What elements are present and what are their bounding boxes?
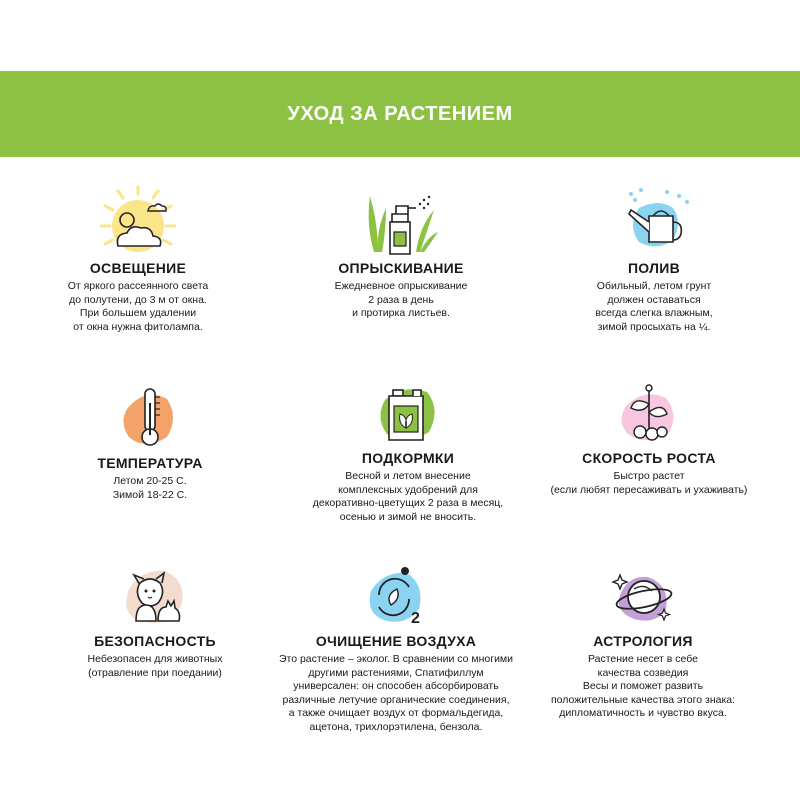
thermometer-icon [105, 387, 195, 449]
card-title: ТЕМПЕРАТУРА [97, 455, 203, 471]
card-title: СКОРОСТЬ РОСТА [582, 450, 716, 466]
card-text: Ежедневное опрыскивание 2 раза в день и протирка листьев. [334, 280, 468, 319]
pets-icon [110, 565, 200, 627]
card-text: Растение несет в себе качества созведия Весы и поможет развить положительные качества этого знака: дипломатичность и чувство вкуса. [550, 653, 736, 719]
care-card-growth-rate [516, 382, 782, 497]
sun-cloud-icon [93, 186, 183, 258]
page-title: УХОД ЗА РАСТЕНИЕМ [287, 102, 513, 125]
care-card-spraying [268, 186, 534, 321]
card-title: АСТРОЛОГИЯ [593, 633, 693, 649]
sprout-icon [604, 382, 694, 444]
care-card-safety [22, 565, 288, 680]
planet-icon [598, 565, 688, 627]
air-purification-icon [351, 565, 441, 627]
care-card-fertilizing [275, 382, 541, 524]
card-title: ОСВЕЩЕНИЕ [89, 260, 187, 276]
spray-bottle-icon [356, 186, 446, 258]
care-card-temperature [17, 387, 283, 502]
card-title: ОЧИЩЕНИЕ ВОЗДУХА [315, 633, 477, 649]
care-card-astrology [510, 565, 776, 721]
fertilizer-canister-icon [363, 382, 453, 444]
card-text: Летом 20-25 С. Зимой 18-22 С. [112, 475, 188, 501]
care-card-watering [521, 186, 787, 334]
card-text: Весной и летом внесение комплексных удобрений для декоративно-цветущих 2 раза в месяц, осенью и зимой не вносить. [312, 470, 504, 523]
co2-label: 2 [411, 610, 420, 627]
card-title: ОПРЫСКИВАНИЕ [338, 260, 464, 276]
card-title: БЕЗОПАСНОСТЬ [94, 633, 216, 649]
card-text: Обильный, летом грунт должен оставаться всегда слегка влажным, зимой просыхать на ¼. [595, 280, 713, 333]
watering-can-icon [609, 186, 699, 258]
care-card-air-purification [263, 565, 529, 734]
care-card-lighting [5, 186, 271, 334]
card-text: Быстро растет (если любят пересаживать и ухаживать) [550, 470, 748, 496]
header-banner [0, 71, 800, 157]
card-title: ПОДКОРМКИ [361, 450, 455, 466]
card-text: От яркого рассеянного света до полутени, до 3 м от окна. При большем удалении от окна нужна фитолампа. [67, 280, 209, 333]
card-title: ПОЛИВ [627, 260, 681, 276]
card-text: Это растение – эколог. В сравнении со многими другими растениями, Спатифиллум универсален: он способен абсорбировать различные летучие органические соединения, а также очищает воздух от формальдегида, ацетона, трихлорэтилена, бензола. [278, 653, 514, 733]
card-text: Небезопасен для животных (отравление при поедании) [87, 653, 223, 679]
